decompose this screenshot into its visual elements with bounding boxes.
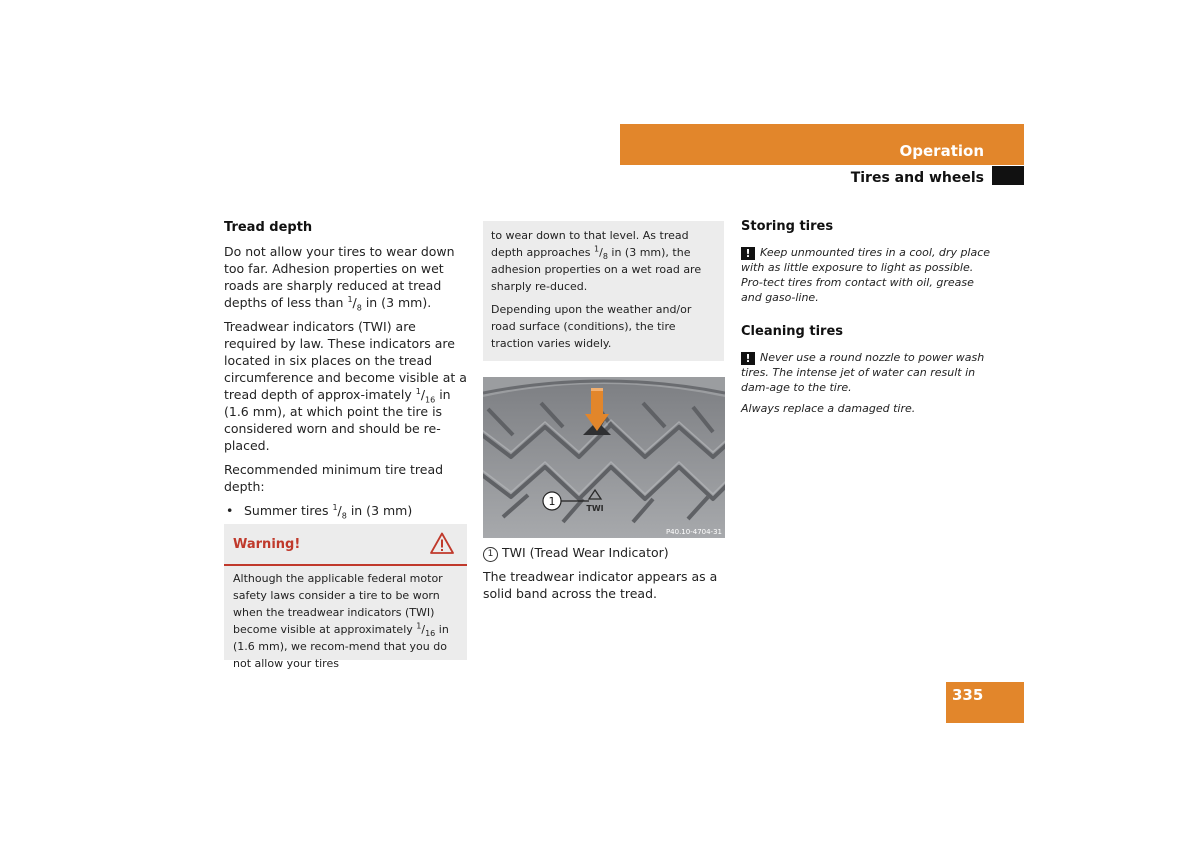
callout-circle: 1	[483, 547, 498, 562]
storing-tires-heading: Storing tires	[741, 219, 834, 234]
damaged-tire-text: Always replace a damaged tire.	[741, 402, 916, 415]
exclamation-icon: !	[741, 352, 755, 365]
traction-text: Depending upon the weather and/or road surface (conditions), the tire traction varies widely.	[491, 303, 692, 350]
twi-label: TWI	[586, 504, 604, 513]
cleaning-tires-text: ! Never use a round nozzle to power wash tires. The intense jet of water can result in dam-age to the tire.	[741, 351, 985, 394]
treadwear-description: The treadwear indicator appears as a solid band across the tread.	[483, 569, 718, 601]
callout-number: 1	[548, 495, 556, 508]
cleaning-tires-heading: Cleaning tires	[741, 324, 844, 339]
image-caption	[483, 544, 725, 562]
warning-title: Warning!	[233, 537, 301, 552]
recommended-paragraph: Recommended minimum tire tread depth:	[224, 462, 444, 494]
warning-triangle-icon	[430, 532, 454, 554]
tread-depth-paragraph: Do not allow your tires to wear down too far. Adhesion properties on wet roads are sharply reduced at tread depths of less than $^1/_8$ in (3 mm).	[224, 244, 455, 313]
storing-tires-text: ! Keep unmounted tires in a cool, dry place with as little exposure to light as possible. Pro-tect tires from contact with oil, grease and gaso-line.	[741, 246, 991, 304]
exclamation-icon: !	[741, 247, 755, 260]
warning-body: Although the applicable federal motor safety laws consider a tire to be worn when the treadwear indicators (TWI) become visible at approximately $^1/_{16}$ in (1.6 mm), we recom-mend that you do not allow your tires	[224, 566, 467, 660]
header-marker	[992, 166, 1024, 185]
column-tread-depth	[224, 219, 467, 550]
page-number: 335	[952, 686, 984, 704]
subsection-title: Tires and wheels	[850, 170, 984, 186]
tire-tread-illustration	[483, 377, 725, 538]
column-storing-cleaning	[741, 219, 991, 416]
section-title: Operation	[899, 142, 984, 160]
twi-paragraph: Treadwear indicators (TWI) are required by law. These indicators are located in six places on the tread circumference and become visible at a tread depth of approx-imately $^1/_{16}$ in (1.6 mm), at which point the tire is considered worn and should be re-placed.	[224, 319, 467, 453]
warning-continued-box	[483, 221, 724, 361]
list-item: • Summer tires $^1/_8$ in (3 mm)	[224, 502, 467, 519]
warning-continued-text: to wear down to that level. As tread depth approaches $^1/_8$ in (3 mm), the adhesion properties on a wet road are sharply re-duced.	[491, 229, 702, 293]
image-ref-code: P40.10-4704-31	[665, 528, 722, 536]
caption-text: TWI (Tread Wear Indicator)	[502, 545, 669, 560]
tread-depth-heading: Tread depth	[224, 220, 313, 235]
